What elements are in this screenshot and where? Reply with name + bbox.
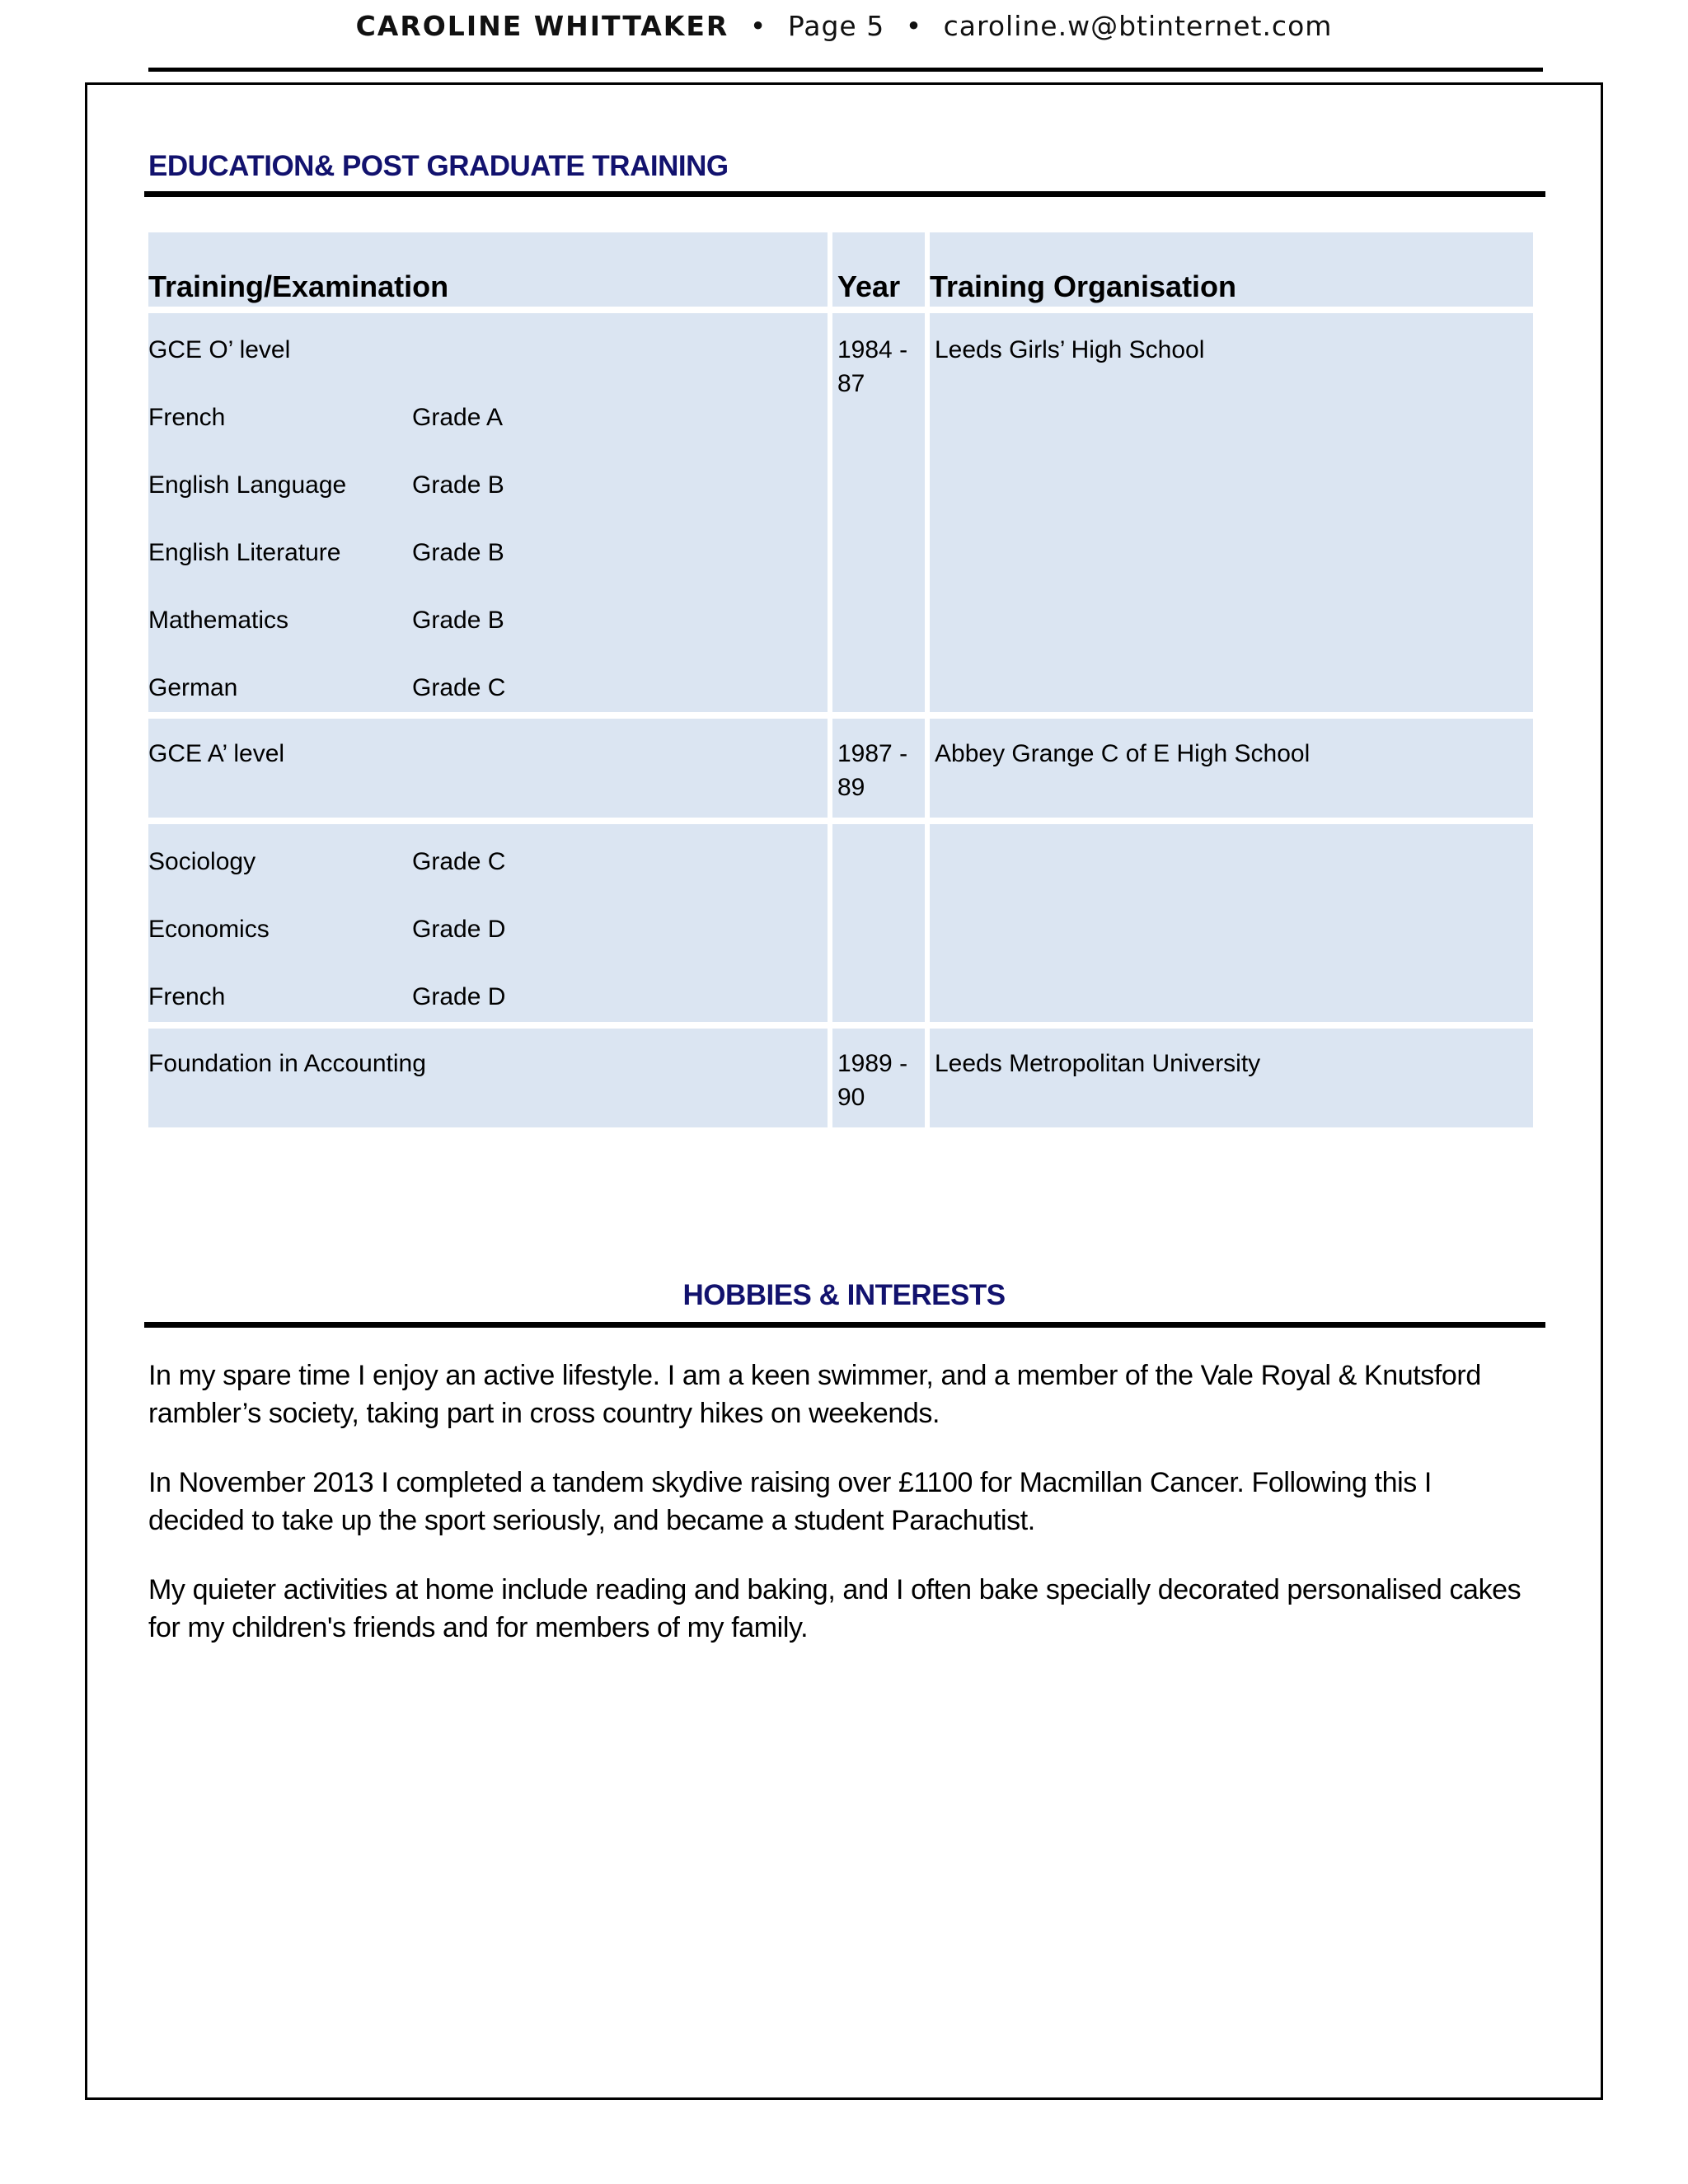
year-cell: 1989 - 90 bbox=[832, 1029, 925, 1127]
training-cell bbox=[148, 719, 828, 818]
page-header bbox=[0, 10, 1688, 42]
qualification-label: GCE O’ level bbox=[148, 336, 291, 363]
table-row bbox=[148, 313, 1533, 712]
hobbies-section-rule bbox=[144, 1322, 1545, 1328]
year-cell bbox=[832, 824, 925, 1022]
organisation-cell: Abbey Grange C of E High School bbox=[930, 719, 1533, 818]
subject-line bbox=[148, 912, 828, 980]
subject-name: French bbox=[148, 404, 226, 431]
training-cell bbox=[148, 1029, 828, 1127]
subject-name: French bbox=[148, 983, 226, 1010]
hobbies-section-title: HOBBIES & INTERESTS bbox=[682, 1279, 1006, 1311]
qualification-label: GCE A’ level bbox=[148, 740, 285, 767]
table-row bbox=[148, 719, 1533, 818]
qualification-label: Foundation in Accounting bbox=[148, 1050, 426, 1077]
subject-line bbox=[148, 603, 828, 671]
subject-line bbox=[148, 468, 828, 536]
subject-name: Mathematics bbox=[148, 607, 289, 634]
column-header-year-cell bbox=[832, 232, 925, 307]
subject-grade: Grade D bbox=[412, 983, 506, 1010]
subject-name: Economics bbox=[148, 916, 270, 943]
subject-grade: Grade D bbox=[412, 916, 506, 943]
organisation-cell: Leeds Girls’ High School bbox=[930, 313, 1533, 712]
table-row bbox=[148, 1029, 1533, 1127]
subject-grade: Grade A bbox=[412, 404, 504, 431]
subject-line bbox=[148, 845, 828, 912]
training-cell bbox=[148, 313, 828, 712]
table-row bbox=[148, 824, 1533, 1022]
subject-line bbox=[148, 401, 828, 468]
page-number: Page 5 bbox=[787, 10, 885, 42]
education-section-title: EDUCATION& POST GRADUATE TRAINING bbox=[148, 150, 729, 182]
hobbies-paragraph: In November 2013 I completed a tandem skydive raising over £1100 for Macmillan Cancer. Following this I decided to take up the sport seriously, and became a student Parachutist. bbox=[148, 1467, 1432, 1536]
table-header-row bbox=[148, 232, 1533, 307]
header-rule bbox=[148, 68, 1543, 72]
training-cell bbox=[148, 824, 828, 1022]
education-table bbox=[148, 232, 1533, 1134]
subject-name: German bbox=[148, 674, 238, 701]
column-header-year: Year bbox=[837, 269, 901, 303]
candidate-name: CAROLINE WHITTAKER bbox=[355, 10, 729, 42]
education-section-rule bbox=[144, 191, 1545, 197]
subject-grade: Grade C bbox=[412, 848, 506, 875]
subject-grade: Grade B bbox=[412, 471, 504, 499]
subject-line bbox=[148, 536, 828, 603]
header-separator: • bbox=[749, 10, 767, 42]
column-header-training: Training/Examination bbox=[148, 232, 828, 307]
subject-name: Sociology bbox=[148, 848, 256, 875]
organisation-cell bbox=[930, 824, 1533, 1022]
subject-name: English Literature bbox=[148, 539, 341, 566]
subject-name: English Language bbox=[148, 471, 347, 499]
year-cell: 1987 - 89 bbox=[832, 719, 925, 818]
hobbies-text bbox=[148, 1357, 1533, 1678]
subject-grade: Grade B bbox=[412, 607, 504, 634]
subject-grade: Grade B bbox=[412, 539, 504, 566]
column-header-organisation: Training Organisation bbox=[930, 232, 1533, 307]
year-cell: 1984 - 87 bbox=[832, 313, 925, 712]
header-email: caroline.w@btinternet.com bbox=[943, 10, 1333, 42]
subject-grade: Grade C bbox=[412, 674, 506, 701]
organisation-cell: Leeds Metropolitan University bbox=[930, 1029, 1533, 1127]
hobbies-paragraph: My quieter activities at home include reading and baking, and I often bake specially decorated personalised cakes for my children's friends and for members of my family. bbox=[148, 1574, 1522, 1643]
header-separator: • bbox=[905, 10, 923, 42]
hobbies-paragraph: In my spare time I enjoy an active lifestyle. I am a keen swimmer, and a member of the Vale Royal & Knutsford rambler’s society, taking part in cross country hikes on weekends. bbox=[148, 1360, 1481, 1429]
